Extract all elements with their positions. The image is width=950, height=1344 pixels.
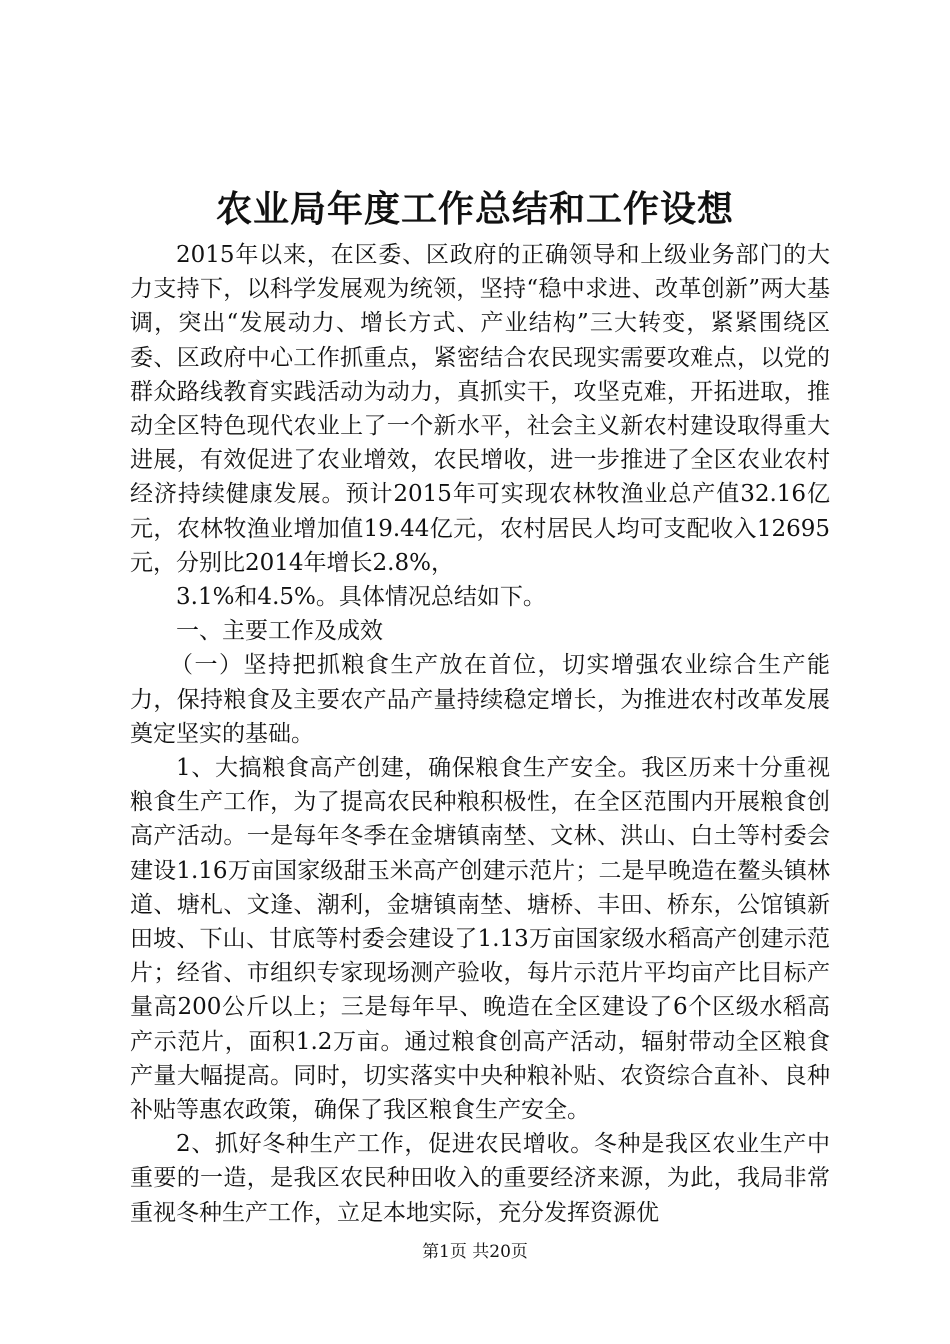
page-number-footer: 第1页 共20页 [422, 1242, 528, 1262]
paragraph-grain-high-yield: 1、大搞粮食高产创建，确保粮食生产安全。我区历来十分重视粮食生产工作，为了提高农民种粮积极性，在全区范围内开展粮食创高产活动。一是每年冬季在金塘镇南埜、文林、洪山、白土等村委会建设1.16万亩国家级甜玉米高产创建示范片；二是早晚造在鳌头镇林道、塘札、文逢、潮利，金塘镇南埜、塘桥、丰田、桥东，公馆镇新田坡、下山、甘底等村委会建设了1.13万亩国家级水稻高产创建示范片；经省、市组织专家现场测产验收，每片示范片平均亩产比目标产量高200公斤以上；三是每年早、晚造在全区建设了6个区级水稻高产示范片，面积1.2万亩。通过粮食创高产活动，辐射带动全区粮食产量大幅提高。同时，切实落实中央种粮补贴、农资综合直补、良种补贴等惠农政策，确保了我区粮食生产安全。 [130, 755, 830, 1124]
paragraph-intro: 2015年以来，在区委、区政府的正确领导和上级业务部门的大力支持下，以科学发展观为统领，坚持“稳中求进、改革创新”两大基调，突出“发展动力、增长方式、产业结构”三大转变，紧紧围绕区委、区政府中心工作抓重点，紧密结合农民现实需要攻难点，以党的群众路线教育实践活动为动力，真抓实干，攻坚克难，开拓进取，推动全区特色现代农业上了一个新水平，社会主义新农村建设取得重大进展，有效促进了农业增效，农民增收，进一步推进了全区农业农村经济持续健康发展。预计2015年可实现农林牧渔业总产值32.16亿元，农林牧渔业增加值19.44亿元，农村居民人均可支配收入12695元，分别比2014年增长2.8%， [130, 242, 830, 576]
document-title: 农业局年度工作总结和工作设想 [215, 189, 734, 230]
section-heading-main-work: 一、主要工作及成效 [176, 618, 383, 645]
subsection-heading-grain-production: （一）坚持把抓粮食生产放在首位，切实增强农业综合生产能力，保持粮食及主要农产品产量持续稳定增长，为推进农村改革发展奠定坚实的基础。 [130, 652, 830, 747]
document-body [130, 238, 830, 1230]
paragraph-winter-planting: 2、抓好冬种生产工作，促进农民增收。冬种是我区农业生产中重要的一造，是我区农民种田收入的重要经济来源，为此，我局非常重视冬种生产工作，立足本地实际，充分发挥资源优 [130, 1131, 830, 1226]
paragraph-growth-rates: 3.1%和4.5%。具体情况总结如下。 [176, 584, 546, 611]
